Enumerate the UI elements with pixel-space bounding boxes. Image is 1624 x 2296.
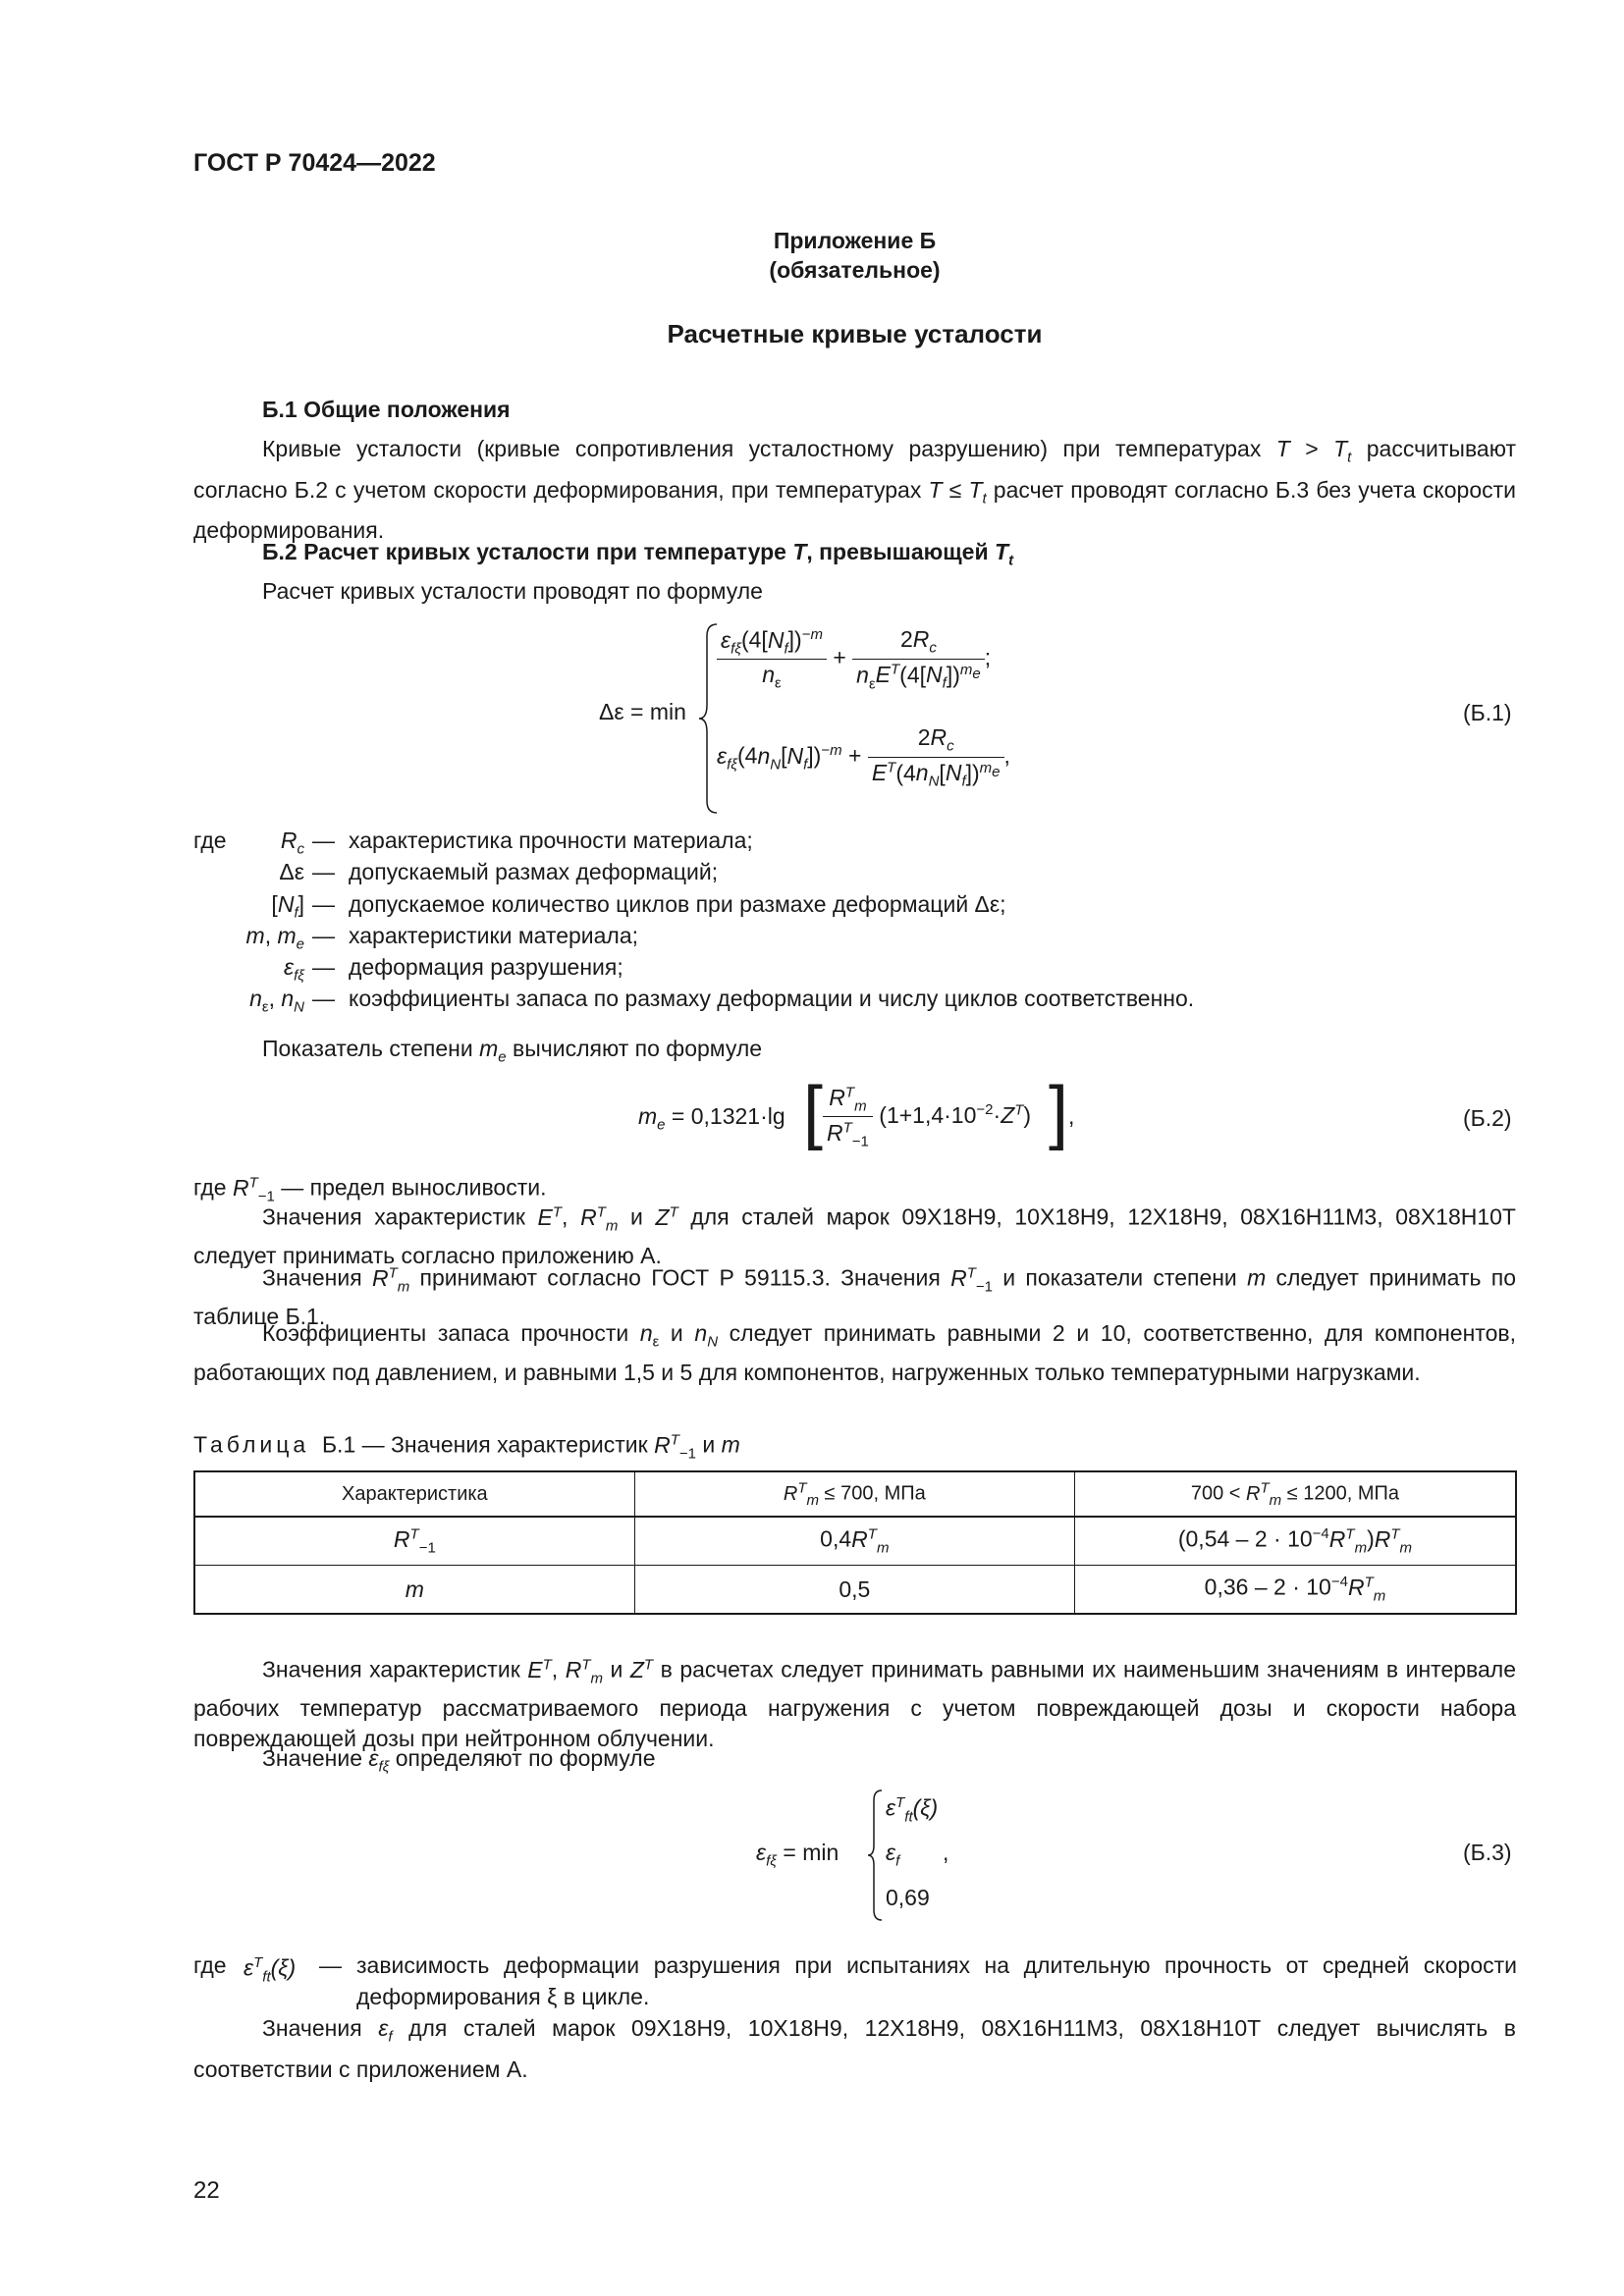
epsilon-intro: Значение $\varepsilon_{f\xi}$ определяют по формуле bbox=[262, 1745, 656, 1776]
where-symbol: $\varepsilon_{f\xi}$ bbox=[284, 954, 304, 985]
me-intro: Показатель степени $m_e$ вычисляют по формуле bbox=[262, 1036, 763, 1066]
where-label-3: где bbox=[193, 1952, 227, 1978]
paragraph-values-1: Значения характеристик $E^T$, $R^T_m$ и $Z^T$ для сталей марок 09Х18Н9, 10Х18Н9, 12Х18Н9, 08Х16Н11М3, 08Х18Н10Т следует принимать согласно приложению А. bbox=[193, 1203, 1516, 1269]
document-title: Расчетные кривые усталости bbox=[667, 319, 1043, 348]
section-b1-paragraph: Кривые усталости (кривые сопротивления усталостному разрушению) при температурах $T > T_t$ рассчитывают согласно Б.2 с учетом скорости деформирования, при температурах $T \le T_t$ расчет проводят согласно Б.3 без учета скорости деформирования. bbox=[193, 436, 1516, 544]
formula-b3-constant: 0,69 bbox=[886, 1885, 930, 1910]
table-cell: 0,5 bbox=[634, 1566, 1074, 1615]
where-dash: — bbox=[312, 986, 335, 1011]
table-header-high: $700 < R^T_m \le 1200$, МПа bbox=[1074, 1471, 1516, 1517]
s1-text-b: рассчитывают согласно Б.2 с учетом скорости деформирования, при температурах bbox=[193, 436, 1516, 503]
where-text: деформация разрушения; bbox=[349, 954, 623, 980]
table-row bbox=[194, 1517, 1516, 1566]
where-dash: — bbox=[312, 859, 335, 884]
table-header-low: $R^T_m \le 700$, МПа bbox=[634, 1471, 1074, 1517]
formula-b2: $m_e = 0,1321\cdot\lg$ [ $\frac{R^T_m}{R^T_{-1}}$ $(1+1,4\cdot 10^{-2}\cdot Z^T)$ ] , bbox=[638, 1073, 1075, 1151]
formula-b3-brace bbox=[866, 1789, 886, 1922]
paragraph-values-2: Значения $R^T_m$ принимают согласно ГОСТ Р 59115.3. Значения $R^T_{-1}$ и показатели степени m следует принимать по таблице Б.1. bbox=[193, 1264, 1516, 1330]
where-2: где $R^T_{-1}$ — предел выносливости. bbox=[193, 1174, 547, 1205]
where-text: характеристики материала; bbox=[349, 923, 639, 948]
table-cell: m bbox=[194, 1566, 634, 1615]
where-dash: — bbox=[312, 828, 335, 853]
table-cell: $R^T_{-1}$ bbox=[194, 1517, 634, 1566]
paragraph-after-table: Значения характеристик $E^T$, $R^T_m$ и $Z^T$ в расчетах следует принимать равными их наименьшим значениям в интервале рабочих температур рассматриваемого периода нагружения с учетом повреждающей дозы и скорости набора повреждающей дозы при нейтронном облучении. bbox=[193, 1656, 1516, 1752]
page-number: 22 bbox=[193, 2177, 220, 2204]
document-header: ГОСТ Р 70424—2022 bbox=[193, 149, 436, 177]
where-dash: — bbox=[312, 891, 335, 917]
equation-label-b3: (Б.3) bbox=[1463, 1840, 1512, 1865]
where-3-symbol: $\varepsilon^T_{ft}(\xi)$ bbox=[244, 1954, 297, 1986]
equation-label-b1: (Б.1) bbox=[1463, 700, 1512, 725]
where-dash: — bbox=[312, 954, 335, 980]
formula-b1: Δε = min $\frac{\varepsilon_{f\xi}(4[N_f])^{-m}}{n_\varepsilon}$ + $\frac{2R_c}{n_\varepsilon E^T(4[N_f])^{m_e}}$ ; $\varepsilon_{f\xi}(4n_N[N_f])^{-m}$ + $\frac{2R_c}{E^T(4n_N[N_f])^{m_e}}$ , bbox=[599, 620, 1149, 817]
formula-b3: $\varepsilon_{f\xi} = \min$ $\varepsilon^T_{ft}(\xi)$ $\varepsilon_f$ , 0,69 bbox=[756, 1787, 972, 1924]
table-cell: $(0,54 - 2 \cdot 10^{-4}R^T_m)R^T_m$ bbox=[1074, 1517, 1516, 1566]
paragraph-final: Значения $\varepsilon_f$ для сталей марок 09Х18Н9, 10Х18Н9, 12Х18Н9, 08Х16Н11М3, 08Х18Н10Т следует вычислять в соответствии с приложением А. bbox=[193, 2015, 1516, 2082]
section-b2-heading: Б.2 Расчет кривых усталости при температуре T, превышающей $T_t$ bbox=[262, 539, 1014, 569]
where-3-dash: — bbox=[319, 1952, 342, 1978]
table-caption: Таблица Б.1 — Значения характеристик $R^T_{-1}$ и m bbox=[193, 1431, 740, 1463]
appendix-title: Приложение Б bbox=[773, 228, 937, 253]
paragraph-coefficients: Коэффициенты запаса прочности $n_\varepsilon$ и $n_N$ следует принимать равными 2 и 10, соответственно, для компонентов, работающих под давлением, и равными 1,5 и 5 для компонентов, нагруженных только температурными нагрузками. bbox=[193, 1320, 1516, 1385]
where-label-1: где bbox=[193, 828, 227, 853]
s1-text-c: расчет проводят согласно Б.3 без учета скорости деформирования. bbox=[193, 476, 1516, 544]
table-row bbox=[194, 1566, 1516, 1615]
where-symbol: $n_\varepsilon$, $n_N$ bbox=[249, 986, 304, 1016]
table-header-row bbox=[194, 1471, 1516, 1517]
where-symbol: Δε bbox=[279, 859, 304, 884]
table-cell: $0,36 - 2 \cdot 10^{-4}R^T_m$ bbox=[1074, 1566, 1516, 1615]
where-symbol: m, $m_e$ bbox=[245, 923, 304, 953]
where-symbol: $[N_f]$ bbox=[271, 891, 304, 922]
table-cell: $0,4R^T_m$ bbox=[634, 1517, 1074, 1566]
table-b1 bbox=[193, 1470, 1517, 1615]
table-header-characteristic: Характеристика bbox=[194, 1471, 634, 1517]
s1-text-a: Кривые усталости (кривые сопротивления усталостному разрушению) при температурах bbox=[262, 436, 1276, 461]
section-b1-heading: Б.1 Общие положения bbox=[262, 397, 511, 422]
equation-label-b2: (Б.2) bbox=[1463, 1105, 1512, 1131]
where-symbol: $R_c$ bbox=[280, 828, 304, 858]
where-dash: — bbox=[312, 923, 335, 948]
section-b2-intro: Расчет кривых усталости проводят по формуле bbox=[262, 578, 763, 604]
where-text: допускаемое количество циклов при размахе деформаций Δε; bbox=[349, 891, 1006, 917]
where-text: допускаемый размах деформаций; bbox=[349, 859, 719, 884]
where-text: коэффициенты запаса по размаху деформации и числу циклов соответственно. bbox=[349, 986, 1195, 1011]
where-text: характеристика прочности материала; bbox=[349, 828, 753, 853]
where-3-text: зависимость деформации разрушения при испытаниях на длительную прочность от средней скорости деформирования ξ в цикле. bbox=[356, 1952, 1517, 2009]
appendix-status: (обязательное) bbox=[769, 257, 941, 283]
